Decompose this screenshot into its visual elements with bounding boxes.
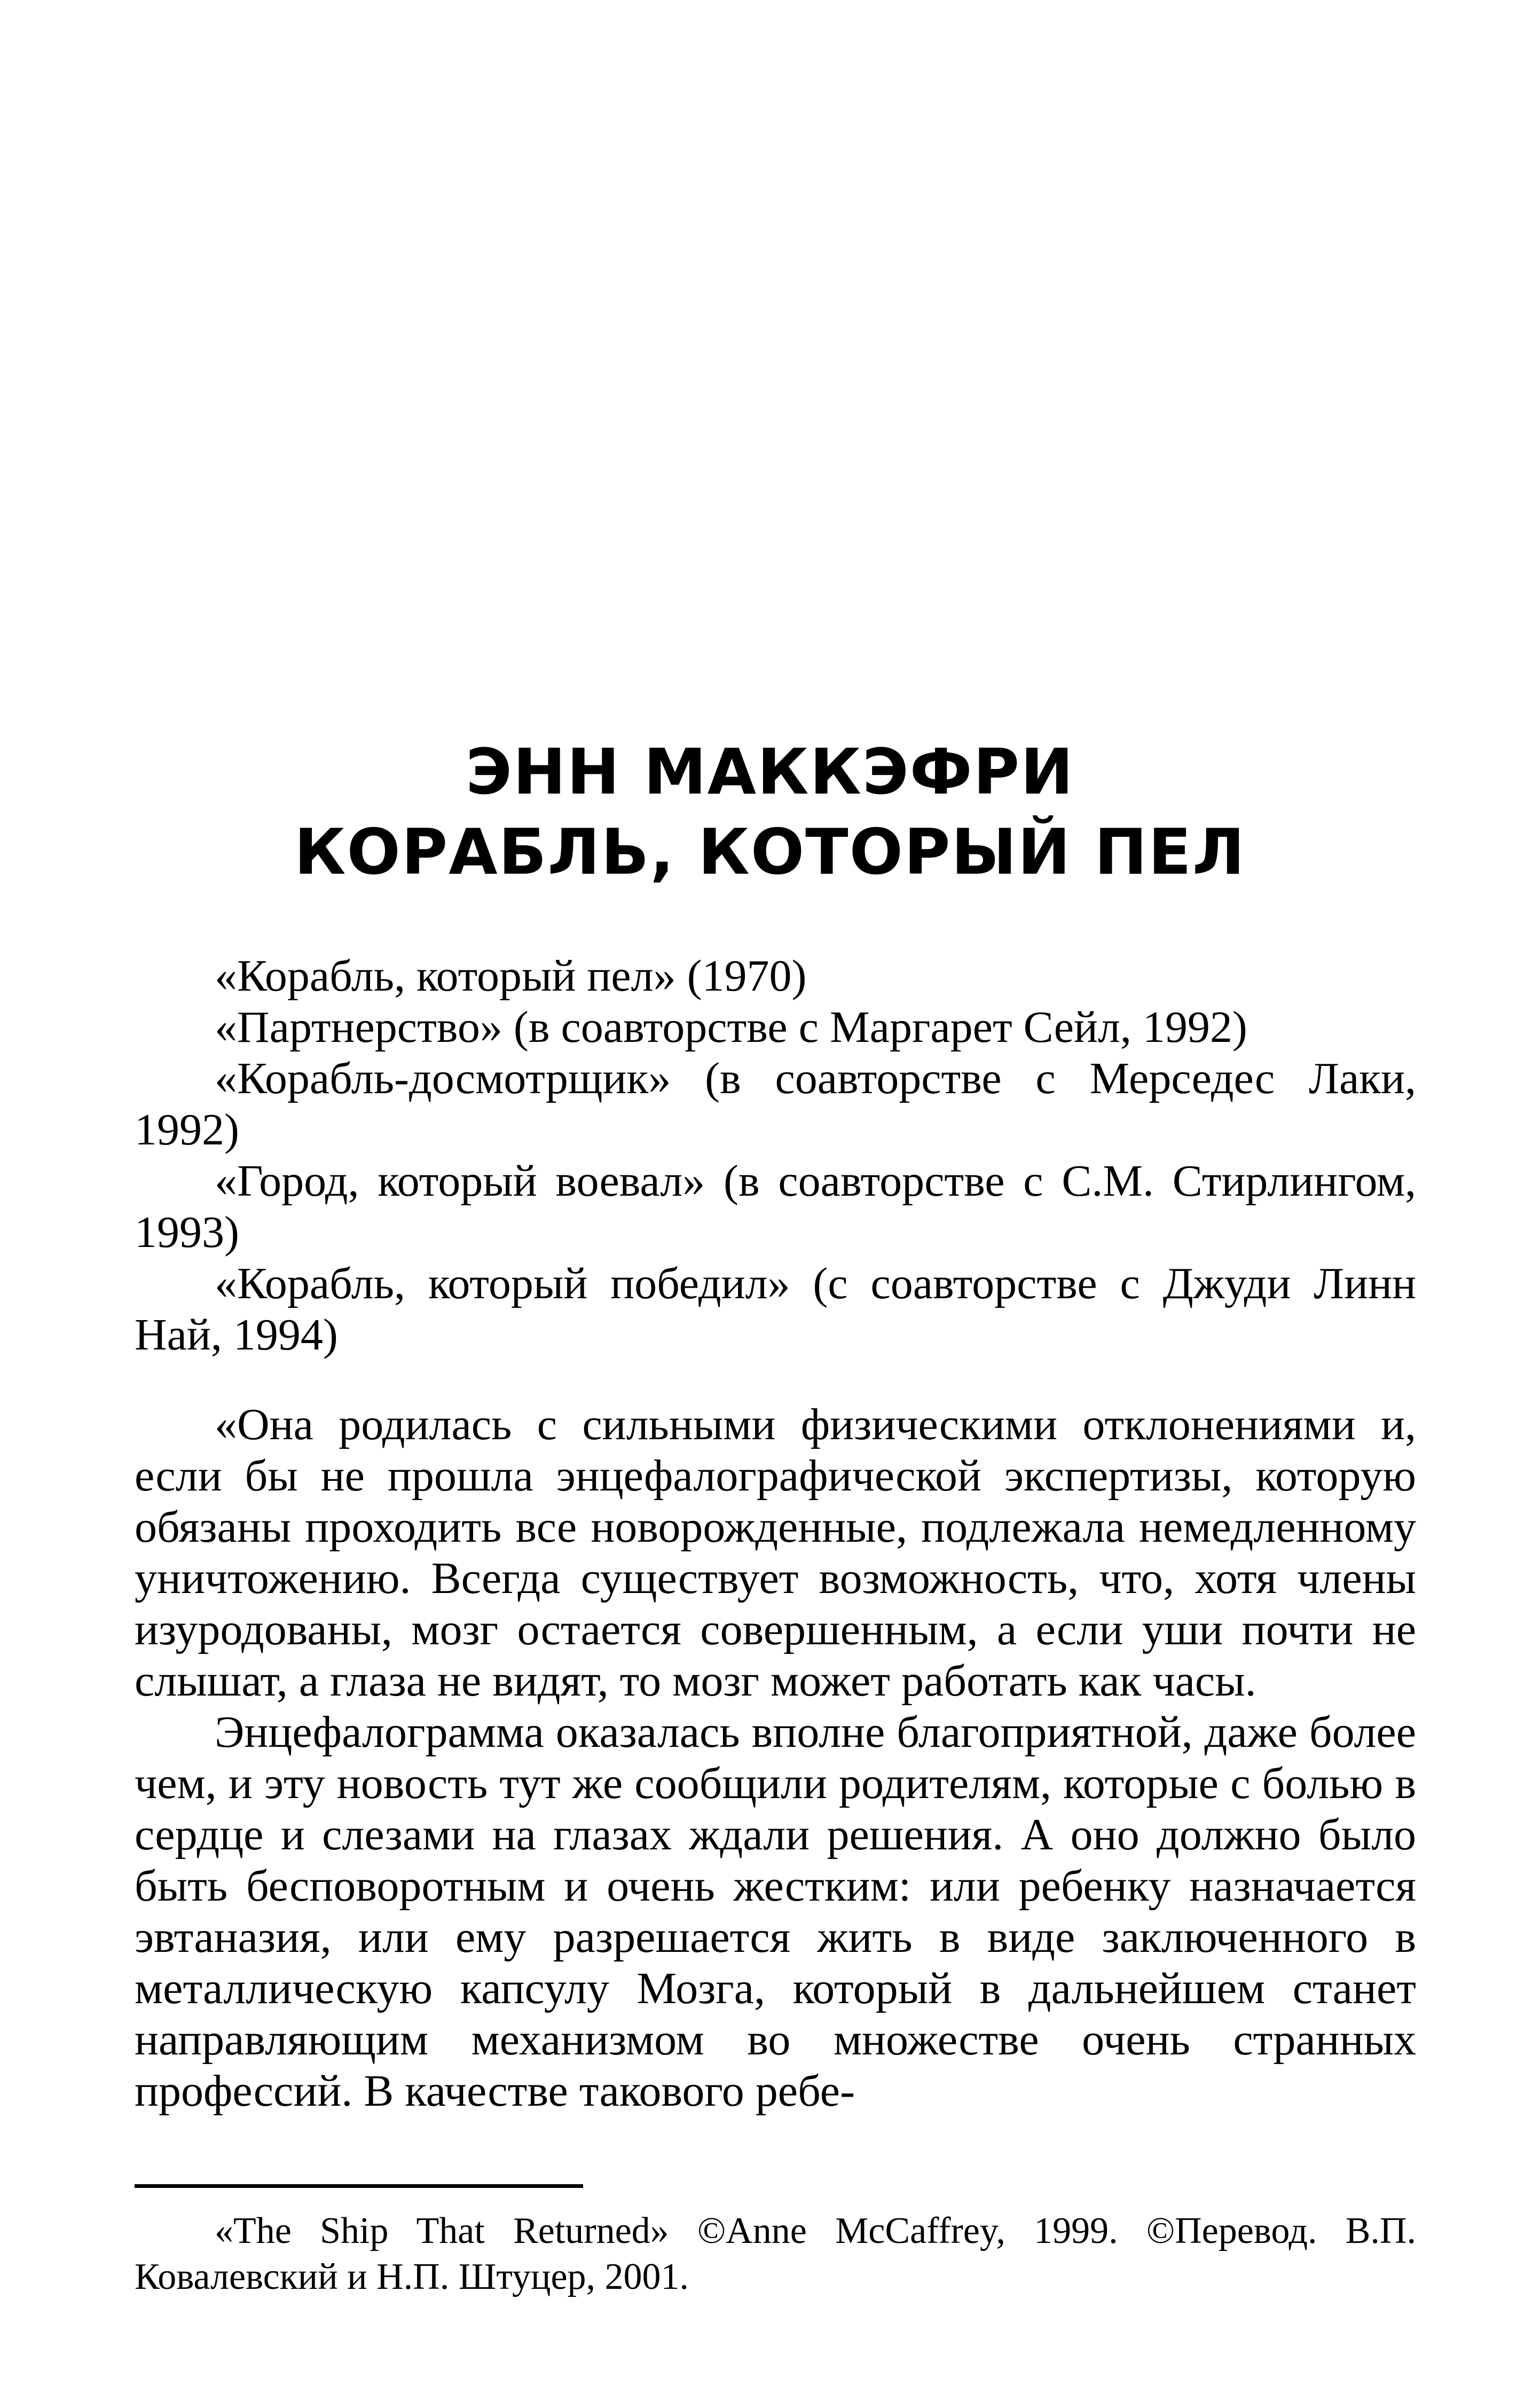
- paragraph: «Она родилась с сильными физическими отклонениями и, если бы не прошла энцефалографической экспертизы, которую обязаны проходить все новорожденные, подлежала немедленному уничтожению. Всегда существует возможность, что, хотя члены изуродованы, мозг остается совершенным, а если уши почти не слышат, а глаза не видят, то мозг может работать как часы.: [135, 1400, 1416, 1706]
- works-list-item: «Корабль, который пел» (1970): [215, 951, 807, 1001]
- work-title: КОРАБЛЬ, КОТОРЫЙ ПЕЛ: [294, 815, 1246, 889]
- paragraph: Энцефалограмма оказалась вполне благоприятной, даже более чем, и эту новость тут же сообщили родителям, которые с болью в сердце и слезами на глазах ждали решения. А оно должно было быть бесповоротным и очень жестким: или ребенку назначается эвтаназия, или ему разрешается жить в виде заключенного в металлическую капсулу Мозга, который в дальнейшем станет направляющим механизмом во множестве очень странных профессий. В качестве такового ребе-: [135, 1707, 1416, 2116]
- works-list: [135, 951, 1416, 1361]
- footnote-text: «The Ship That Returned» ©Anne McCaffrey, 1999. ©Перевод. В.П. Ковалевский и Н.П. Штуцер, 2001.: [135, 2210, 1416, 2297]
- works-list-item: «Партнерство» (в соавторстве с Маргарет Сейл, 1992): [215, 1002, 1247, 1052]
- works-list-item: «Город, который воевал» (в соавторстве с С.М. Стирлингом, 1993): [135, 1156, 1416, 1257]
- main-text: [135, 1399, 1416, 2117]
- works-list-item: «Корабль, который победил» (с соавторстве с Джуди Линн Най, 1994): [135, 1259, 1416, 1360]
- footnote: [135, 2208, 1416, 2300]
- chapter-title: [0, 732, 1540, 892]
- author-name: ЭНН МАККЭФРИ: [466, 735, 1074, 809]
- footnote-divider: [135, 2184, 583, 2188]
- works-list-item: «Корабль-досмотрщик» (в соавторстве с Мерседес Лаки, 1992): [135, 1054, 1416, 1155]
